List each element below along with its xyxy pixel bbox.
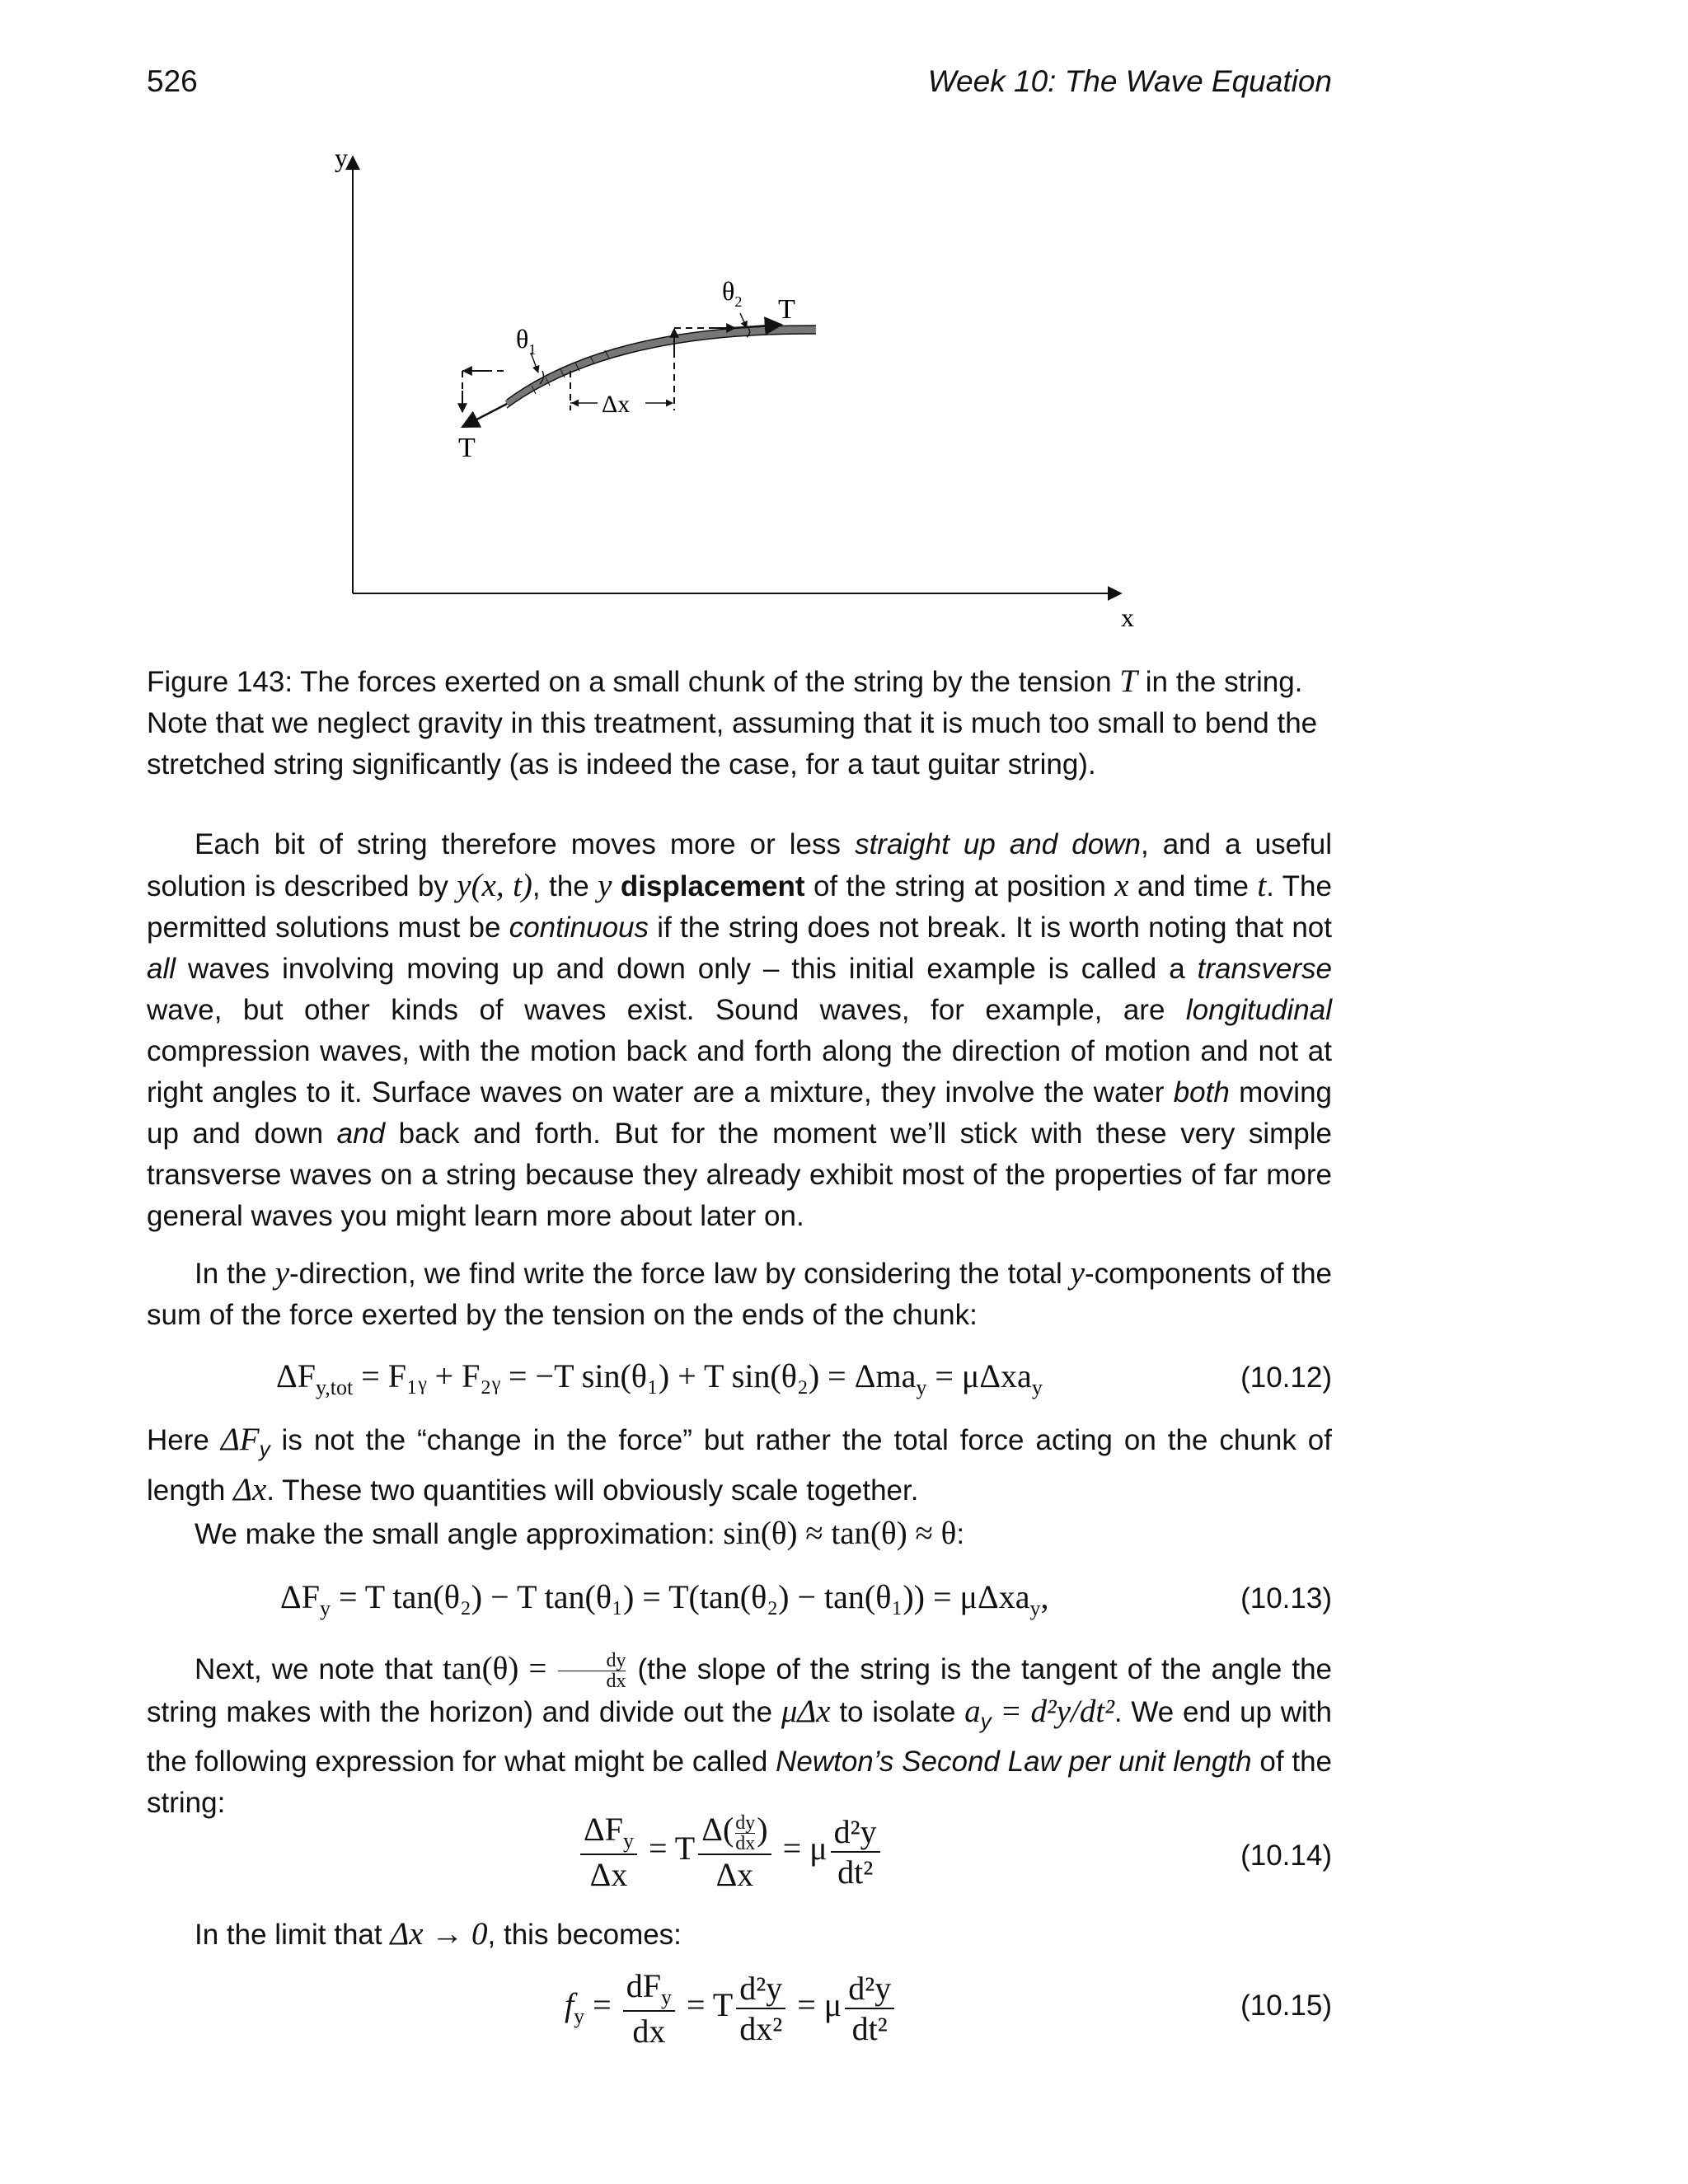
figure-caption: Figure 143: The forces exerted on a small chunk of the string by the tension T in the string. Note that we neglect gravity in this treatment, assuming that it is much too small to bend the stretched string significantly (as is indeed the case, for a taut guitar string). bbox=[147, 663, 1318, 780]
delta-x-label: Δx bbox=[602, 391, 631, 418]
equation-number-10-12: (10.12) bbox=[1240, 1361, 1332, 1394]
string-force-diagram bbox=[330, 138, 1187, 649]
tension-arrow-left bbox=[462, 404, 507, 427]
page-number: 526 bbox=[147, 64, 198, 98]
equation-10-14: $\frac{\Delta F_y}{\Delta x}$ = T Δ( $\frac{dy}{dx}$ ) Δx = μ $\frac{\text{d²y}}{\text{dt²}}$ bbox=[577, 1810, 884, 1894]
paragraph-slope: Next, we note that tan(θ) = $\frac{dy}{dx}$ (the slope of the string is the tangent of the angle the string makes with the horizon) and divide out the μΔx to isolate $a_y = d^2y/dt^2$. We end up with the following expression for what might be called Newton’s Second Law per unit length of the string: bbox=[147, 1650, 1332, 1820]
equation-10-13: $\Delta F_y = T$ tan(θ₂) − T tan(θ₁) = T(tan(θ₂) − tan(θ₁)) = μΔxa$_y$, bbox=[280, 1578, 1049, 1620]
paragraph-limit: In the limit that Δx → 0, this becomes: bbox=[195, 1916, 682, 1952]
paragraph-transverse-waves: Each bit of string therefore moves more or less straight up and down, and a useful solution is described by y(x, t), the y displacement of the string at position x and time t. The permitted solutions must be continuous if the string does not break. It is worth noting that not all waves involving moving up and down only – this initial example is called a transverse wave, but other kinds of waves exist. Sound waves, for example, are longitudinal compression waves, with the motion back and forth along the direction of motion and not at right angles to it. Surface waves on water are a mixture, they involve the water both moving up and down and back and forth. But for the moment we’ll stick with these very simple transverse waves on a string because they already exhibit most of the properties of far more general waves you might learn more about later on. bbox=[147, 828, 1333, 1232]
paragraph-small-angle: We make the small angle approximation: sin(θ) ≈ tan(θ) ≈ θ: bbox=[195, 1516, 965, 1551]
y-axis-label: y bbox=[335, 143, 348, 172]
string-chunk bbox=[507, 330, 816, 404]
tension-right-label: T bbox=[778, 294, 795, 325]
running-header-title: Week 10: The Wave Equation bbox=[927, 64, 1332, 98]
equation-number-10-13: (10.13) bbox=[1240, 1582, 1332, 1615]
paragraph-force-law: In the y-direction, we find write the force law by considering the total y-components of the sum of the force exerted by the tension on the ends of the chunk: bbox=[147, 1255, 1333, 1331]
theta2-label: $\theta_2$ bbox=[722, 276, 743, 310]
equation-10-12: $\Delta F_{y,tot}$ = F₁ᵧ + F₂ᵧ = −T sin(θ₁) + T sin(θ₂) = Δma$_y$ = μΔxa$_y$ bbox=[276, 1357, 1043, 1399]
theta1-label: $\theta_1$ bbox=[516, 324, 537, 358]
equation-10-15: $f_y$ = $\frac{dF_y}{dx}$ = T $\frac{\text{d²y}}{\text{dx²}}$ = μ $\frac{\text{d²y}}{\text{dt²}}$ bbox=[565, 1966, 898, 2050]
x-axis-label: x bbox=[1121, 602, 1134, 632]
paragraph-delta-f: Here $\Delta F_y$ is not the “change in the force” but rather the total force acting on the chunk of length Δx. These two quantities will obviously scale together. bbox=[147, 1422, 1333, 1507]
equation-number-10-14: (10.14) bbox=[1240, 1840, 1332, 1872]
tension-left-label: T bbox=[458, 433, 476, 463]
equation-number-10-15: (10.15) bbox=[1240, 1990, 1332, 2022]
